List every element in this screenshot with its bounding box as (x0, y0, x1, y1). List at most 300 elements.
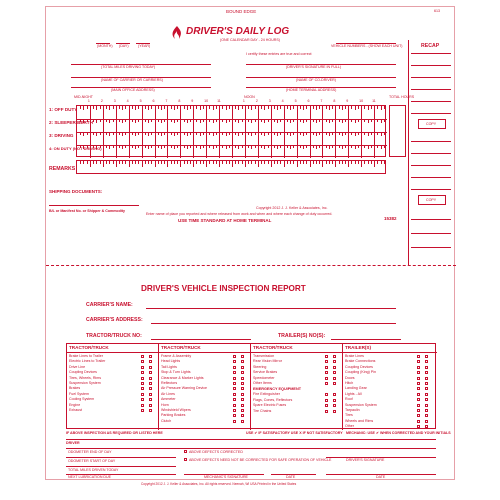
checklist-item-col1: Brakes (69, 386, 81, 391)
remarks-quarter-tick (313, 161, 314, 164)
inspection-checkbox[interactable] (233, 366, 236, 369)
inspection-checkbox[interactable] (141, 355, 144, 358)
grid-quarter-tick (164, 145, 165, 148)
inspection-checkbox[interactable] (417, 377, 420, 380)
grid-quarter-tick (381, 132, 382, 136)
remarks-quarter-tick (83, 161, 84, 164)
main-office-label: (MAIN OFFICE ADDRESS) (111, 88, 155, 92)
grid-quarter-tick (122, 106, 123, 110)
grid-quarter-tick (164, 132, 165, 135)
mechanic-checkbox[interactable] (241, 377, 244, 380)
remarks-quarter-tick (368, 161, 369, 164)
grid-quarter-tick (151, 132, 152, 135)
grid-quarter-tick (326, 132, 327, 135)
remarks-tick (90, 161, 91, 167)
grid-quarter-tick (203, 145, 204, 148)
trailer-no-line[interactable] (331, 339, 401, 340)
remarks-quarter-tick (303, 161, 304, 164)
grid-quarter-tick (316, 119, 317, 123)
grid-quarter-tick (251, 145, 252, 149)
home-terminal-label: (HOME TERMINAL ADDRESS) (286, 88, 337, 92)
mechanic-checkbox[interactable] (333, 393, 336, 396)
checklist-item-col3: Transmission (253, 354, 275, 358)
grid-quarter-tick (135, 145, 136, 149)
grid-quarter-tick (226, 132, 227, 136)
hour-label-pm: 6 (307, 99, 310, 103)
mechanic-checkbox[interactable] (149, 393, 152, 396)
remarks-rule-1 (66, 439, 436, 440)
checklist-item-col1: Tires, Wheels, Rims (69, 375, 102, 380)
inspection-checkbox[interactable] (141, 382, 144, 385)
grid-quarter-tick (209, 119, 210, 122)
remarks-label: REMARKS (49, 166, 76, 172)
checklist-item-col2: Stop & Turn Lights (161, 370, 191, 375)
next-lube-label: NEXT LUBRICATION DUE (68, 475, 111, 479)
inspection-checkbox[interactable] (233, 387, 236, 390)
mechanic-checkbox[interactable] (241, 371, 244, 374)
inspection-checkbox[interactable] (141, 404, 144, 407)
grid-quarter-tick (355, 106, 356, 110)
remarks-tick (232, 161, 233, 167)
inspection-checkbox[interactable] (233, 420, 236, 423)
grid-quarter-tick (345, 145, 346, 148)
mechanic-checkbox[interactable] (241, 387, 244, 390)
inspection-checkbox[interactable] (141, 387, 144, 390)
remarks-tick (129, 161, 130, 167)
grid-quarter-tick (100, 132, 101, 135)
mechanic-checkbox[interactable] (149, 371, 152, 374)
grid-quarter-tick (132, 145, 133, 148)
inspection-checkbox[interactable] (325, 404, 328, 407)
grid-quarter-tick (203, 106, 204, 109)
grid-quarter-tick (255, 119, 256, 122)
shipping-documents-label: SHIPPING DOCUMENTS: (49, 189, 103, 194)
grid-quarter-tick (213, 119, 214, 123)
grid-hour-line (206, 106, 207, 158)
grid-quarter-tick (303, 145, 304, 149)
corrected-checkbox[interactable] (184, 450, 187, 453)
grid-hour-line (245, 106, 246, 158)
remarks-tick (271, 161, 272, 167)
grid-quarter-tick (174, 132, 175, 136)
mechanic-checkbox[interactable] (425, 393, 428, 396)
odometer-end-line[interactable] (66, 457, 176, 458)
remarks-quarter-tick (251, 161, 252, 164)
inspection-checkbox[interactable] (417, 371, 420, 374)
grid-quarter-tick (371, 132, 372, 135)
grid-quarter-tick (345, 132, 346, 135)
grid-quarter-tick (377, 145, 378, 148)
inspection-checkbox[interactable] (325, 377, 328, 380)
grid-quarter-tick (200, 106, 201, 110)
carriers-address-label: CARRIER'S ADDRESS: (86, 317, 143, 323)
inspection-checkbox[interactable] (233, 393, 236, 396)
grid-quarter-tick (138, 106, 139, 109)
grid-hour-line (258, 106, 259, 158)
grid-quarter-tick (113, 119, 114, 122)
remarks-quarter-tick (196, 161, 197, 164)
odometer-end-label: ODOMETER END OF DAY (68, 450, 112, 454)
checklist-header-rule (67, 352, 437, 353)
hour-label-am: 1 (87, 99, 90, 103)
codriver-label: (NAME OF CO-DRIVER) (296, 78, 336, 82)
inspection-checkbox[interactable] (233, 377, 236, 380)
checklist-item-col3: Rear Vision Mirror (253, 359, 282, 364)
total-hours-label: TOTAL HOURS (389, 95, 415, 99)
not-corrected-checkbox[interactable] (184, 458, 187, 461)
checklist-item-col4: Tarpaulin (345, 408, 360, 412)
inspection-checkbox[interactable] (233, 371, 236, 374)
inspection-checkbox[interactable] (233, 382, 236, 385)
checklist-item-col2: Air Lines (161, 391, 175, 396)
inspection-checkbox[interactable] (417, 398, 420, 401)
checklist-item-col2: Reflectors (161, 381, 178, 385)
grid-quarter-tick (187, 132, 188, 136)
mechanic-signature-label: MECHANIC'S SIGNATURE (204, 475, 248, 479)
grid-quarter-tick (384, 145, 385, 148)
inspection-checkbox[interactable] (417, 425, 420, 428)
remarks-tick (167, 161, 168, 167)
inspection-checkbox[interactable] (325, 366, 328, 369)
mechanic-checkbox[interactable] (333, 399, 336, 402)
tractor-no-line[interactable] (151, 339, 251, 340)
mechanic-checkbox[interactable] (425, 377, 428, 380)
grid-quarter-tick (339, 132, 340, 135)
grid-quarter-tick (83, 106, 84, 110)
grid-quarter-tick (135, 119, 136, 123)
grid-quarter-tick (384, 119, 385, 122)
inspection-checkbox[interactable] (141, 409, 144, 412)
grid-quarter-tick (290, 119, 291, 123)
remarks-quarter-tick (122, 161, 123, 164)
dvir-title: DRIVER'S VEHICLE INSPECTION REPORT (141, 284, 306, 293)
remarks-quarter-tick (209, 161, 210, 164)
grid-quarter-tick (290, 145, 291, 149)
grid-hour-line (374, 106, 375, 158)
grid-hour-line (193, 106, 194, 158)
grid-quarter-tick (132, 106, 133, 109)
midnight-label: MID-NIGHT (74, 95, 93, 99)
mechanic-checkbox[interactable] (425, 387, 428, 390)
grid-quarter-tick (109, 132, 110, 136)
inspection-checkbox[interactable] (325, 410, 328, 413)
inspection-checkbox[interactable] (417, 387, 420, 390)
grid-quarter-tick (238, 119, 239, 123)
mechanic-checkbox[interactable] (333, 410, 336, 413)
mechanic-checkbox[interactable] (333, 355, 336, 358)
mechanic-checkbox[interactable] (333, 360, 336, 363)
grid-quarter-tick (248, 106, 249, 109)
inspection-checkbox[interactable] (141, 377, 144, 380)
log-title: DRIVER'S DAILY LOG (186, 26, 290, 37)
grid-quarter-tick (148, 145, 149, 149)
inspection-checkbox[interactable] (417, 414, 420, 417)
grid-hour-line (361, 106, 362, 158)
grid-quarter-tick (177, 106, 178, 109)
grid-quarter-tick (300, 132, 301, 135)
checklist-item-col2: Tail Lights (161, 364, 177, 369)
inspection-checkbox[interactable] (417, 409, 420, 412)
grid-hour-line (232, 106, 233, 158)
grid-quarter-tick (96, 106, 97, 110)
inspection-checkbox[interactable] (417, 420, 420, 423)
remarks-tick (374, 161, 375, 167)
carriers-name-line[interactable] (146, 308, 396, 309)
mechanic-checkbox[interactable] (241, 398, 244, 401)
grid-quarter-tick (93, 106, 94, 109)
mechanic-checkbox[interactable] (149, 398, 152, 401)
remarks-quarter-tick (371, 161, 372, 164)
grid-quarter-tick (216, 119, 217, 122)
recap-label: RECAP (421, 43, 440, 49)
inspection-checkbox[interactable] (233, 409, 236, 412)
checklist-item-col2: Ammeter (161, 397, 176, 402)
recap-rule-7 (411, 141, 451, 142)
grid-quarter-tick (371, 145, 372, 148)
mechanic-checkbox[interactable] (425, 371, 428, 374)
grid-quarter-tick (135, 106, 136, 110)
checklist-item-col1: Drive Line (69, 364, 86, 369)
grid-quarter-tick (145, 119, 146, 122)
inspection-checkbox[interactable] (141, 371, 144, 374)
grid-quarter-tick (264, 106, 265, 110)
grid-quarter-tick (274, 119, 275, 122)
mechanic-checkbox[interactable] (425, 420, 428, 423)
grid-quarter-tick (326, 106, 327, 109)
inspection-checkbox[interactable] (325, 355, 328, 358)
remarks-quarter-tick (351, 161, 352, 164)
mechanic-checkbox[interactable] (149, 382, 152, 385)
remarks-quarter-tick (135, 161, 136, 164)
grid-quarter-tick (190, 145, 191, 148)
noon-label: NOON (244, 95, 255, 99)
grid-hour-line (297, 106, 298, 158)
recap-divider (408, 40, 409, 265)
remarks-tick (193, 161, 194, 167)
inspection-checkbox[interactable] (233, 360, 236, 363)
mechanic-checkbox[interactable] (241, 355, 244, 358)
hour-label-am: 10 (204, 99, 209, 103)
grid-quarter-tick (113, 145, 114, 148)
remarks-tick (361, 161, 362, 167)
mechanic-checkbox[interactable] (425, 425, 428, 428)
remarks-quarter-tick (290, 161, 291, 164)
grid-quarter-tick (287, 145, 288, 148)
inspection-checkbox[interactable] (141, 393, 144, 396)
checklist-item-col4: Doors (345, 375, 355, 380)
mechanic-checkbox[interactable] (241, 382, 244, 385)
col1-header: TRACTOR/TRUCK (69, 345, 109, 350)
grid-quarter-tick (264, 132, 265, 136)
inspection-checkbox[interactable] (233, 414, 236, 417)
checklist-item-col2: Horn (161, 402, 169, 407)
grid-quarter-tick (184, 132, 185, 135)
hour-label-am: 8 (178, 99, 181, 103)
recap-rule-3 (411, 77, 451, 78)
hour-label-pm: 3 (268, 99, 271, 103)
not-corrected-label: ABOVE DEFECTS NEED NOT BE CORRECTED FOR SAFE OPERATION OF VEHICLE (189, 458, 332, 462)
mechanic-checkbox[interactable] (149, 360, 152, 363)
mechanic-checkbox[interactable] (149, 409, 152, 412)
grid-quarter-tick (351, 106, 352, 109)
log-form-sheet (45, 6, 455, 486)
grid-quarter-tick (226, 145, 227, 149)
grid-quarter-tick (222, 119, 223, 122)
grid-quarter-tick (316, 145, 317, 149)
mechanic-checkbox[interactable] (425, 414, 428, 417)
grid-quarter-tick (138, 145, 139, 148)
flame-logo-icon (171, 26, 183, 40)
hour-label-pm: 1 (242, 99, 245, 103)
inspection-checkbox[interactable] (417, 382, 420, 385)
remarks-quarter-tick (184, 161, 185, 164)
inspection-checkbox[interactable] (233, 404, 236, 407)
remarks-tick (206, 161, 207, 167)
inspection-checkbox[interactable] (141, 366, 144, 369)
grid-quarter-tick (364, 145, 365, 148)
grid-quarter-tick (216, 145, 217, 148)
grid-quarter-tick (358, 145, 359, 148)
grid-quarter-tick (364, 132, 365, 135)
mechanic-checkbox[interactable] (333, 371, 336, 374)
grid-quarter-tick (332, 132, 333, 135)
mechanic-checkbox[interactable] (241, 366, 244, 369)
duty-grid[interactable] (76, 105, 386, 157)
carriers-address-line[interactable] (151, 323, 396, 324)
mechanic-checkbox[interactable] (333, 377, 336, 380)
grid-hour-line (348, 106, 349, 158)
remarks-quarter-tick (255, 161, 256, 164)
mechanic-checkbox[interactable] (425, 409, 428, 412)
remarks-quarter-tick (113, 161, 114, 164)
remarks-quarter-tick (329, 161, 330, 164)
grid-quarter-tick (300, 145, 301, 148)
row-on-duty: 4: ON DUTY (NOT DRIVING) (49, 146, 102, 151)
inspection-checkbox[interactable] (325, 393, 328, 396)
grid-quarter-tick (261, 132, 262, 135)
inspection-checkbox[interactable] (141, 398, 144, 401)
grid-quarter-tick (164, 119, 165, 122)
odometer-start-label: ODOMETER START OF DAY (68, 459, 116, 463)
remarks-quarter-tick (161, 161, 162, 164)
grid-quarter-tick (293, 119, 294, 122)
mechanic-checkbox[interactable] (149, 355, 152, 358)
mechanic-checkbox[interactable] (149, 387, 152, 390)
inspection-checkbox[interactable] (325, 360, 328, 363)
grid-quarter-tick (177, 119, 178, 122)
grid-quarter-tick (319, 132, 320, 135)
checklist-item-col3: Service Brakes (253, 370, 278, 375)
mechanic-checkbox[interactable] (333, 366, 336, 369)
grid-quarter-tick (200, 132, 201, 136)
grid-quarter-tick (329, 145, 330, 149)
checklist-divider-2 (250, 344, 251, 430)
mechanic-checkbox[interactable] (425, 355, 428, 358)
grid-quarter-tick (122, 132, 123, 136)
grid-quarter-tick (326, 145, 327, 148)
grid-quarter-tick (274, 145, 275, 148)
mechanic-checkbox[interactable] (333, 382, 336, 385)
grid-quarter-tick (187, 145, 188, 149)
grid-quarter-tick (184, 119, 185, 122)
grid-quarter-tick (261, 145, 262, 148)
grid-quarter-tick (109, 106, 110, 110)
remarks-quarter-tick (274, 161, 275, 164)
grid-quarter-tick (119, 106, 120, 109)
inspection-checkbox[interactable] (417, 355, 420, 358)
remarks-ruler[interactable] (76, 160, 386, 174)
remarks-quarter-tick (203, 161, 204, 164)
mechanic-checkbox[interactable] (241, 409, 244, 412)
grid-quarter-tick (277, 106, 278, 110)
mechanic-checkbox[interactable] (333, 404, 336, 407)
mechanic-checkbox[interactable] (425, 366, 428, 369)
grid-hour-line (219, 106, 220, 158)
recap-rule-12 (411, 219, 451, 220)
inspection-checkbox[interactable] (233, 355, 236, 358)
mechanic-checkbox[interactable] (241, 404, 244, 407)
use-time-standard: USE TIME STANDARD AT HOME TERMINAL (178, 218, 272, 223)
mechanic-checkbox[interactable] (149, 377, 152, 380)
total-hours-box[interactable] (389, 105, 406, 157)
grid-quarter-tick (184, 145, 185, 148)
checklist-item-col2: Parking Brakes (161, 413, 186, 418)
checklist-item-emergency: Fire Extinguisher (253, 392, 280, 397)
inspection-checkbox[interactable] (325, 399, 328, 402)
perforation-line (46, 265, 456, 266)
grid-quarter-tick (148, 119, 149, 123)
grid-quarter-tick (313, 132, 314, 135)
remarks-quarter-tick (377, 161, 378, 164)
mechanic-checkbox[interactable] (149, 404, 152, 407)
mechanic-checkbox[interactable] (241, 420, 244, 423)
copyright-top: Copyright 2012 J. J. Keller & Associates, Inc. (256, 206, 328, 210)
remarks-quarter-tick (216, 161, 217, 164)
mechanic-checkbox[interactable] (425, 404, 428, 407)
inspection-checkbox[interactable] (417, 393, 420, 396)
grid-hour-line (335, 106, 336, 158)
bl-manifest-label: B/L or Manifest No. or Shipper & Commodity (49, 209, 126, 213)
certify-text: I certify these entries are true and correct (246, 52, 312, 56)
mechanic-checkbox[interactable] (241, 414, 244, 417)
checklist-item-col1: Brake Lines to Trailer (69, 354, 103, 358)
mechanic-checkbox[interactable] (425, 382, 428, 385)
mechanic-checkbox[interactable] (425, 360, 428, 363)
grid-quarter-tick (371, 106, 372, 109)
inspection-checkbox[interactable] (233, 398, 236, 401)
grid-quarter-tick (306, 106, 307, 109)
grid-quarter-tick (290, 132, 291, 136)
mechanic-checkbox[interactable] (241, 360, 244, 363)
inspection-remarks-label: IF ABOVE INSPECTION AS REQUIRED OR LISTED HERE (66, 431, 163, 435)
mechanic-checkbox[interactable] (241, 393, 244, 396)
bound-edge-label: BOUND EDGE (226, 9, 257, 14)
odometer-start-line[interactable] (66, 466, 176, 467)
grid-quarter-tick (145, 145, 146, 148)
hour-label-am: 9 (191, 99, 194, 103)
grid-quarter-tick (274, 132, 275, 135)
inspection-checkbox[interactable] (417, 404, 420, 407)
remarks-quarter-tick (248, 161, 249, 164)
inspection-checkbox[interactable] (325, 382, 328, 385)
grid-quarter-tick (371, 119, 372, 122)
inspection-checkbox[interactable] (417, 360, 420, 363)
inspection-checkbox[interactable] (141, 360, 144, 363)
inspection-checkbox[interactable] (417, 366, 420, 369)
mechanic-checkbox[interactable] (149, 366, 152, 369)
mechanic-checkbox[interactable] (425, 398, 428, 401)
inspection-checkbox[interactable] (325, 371, 328, 374)
